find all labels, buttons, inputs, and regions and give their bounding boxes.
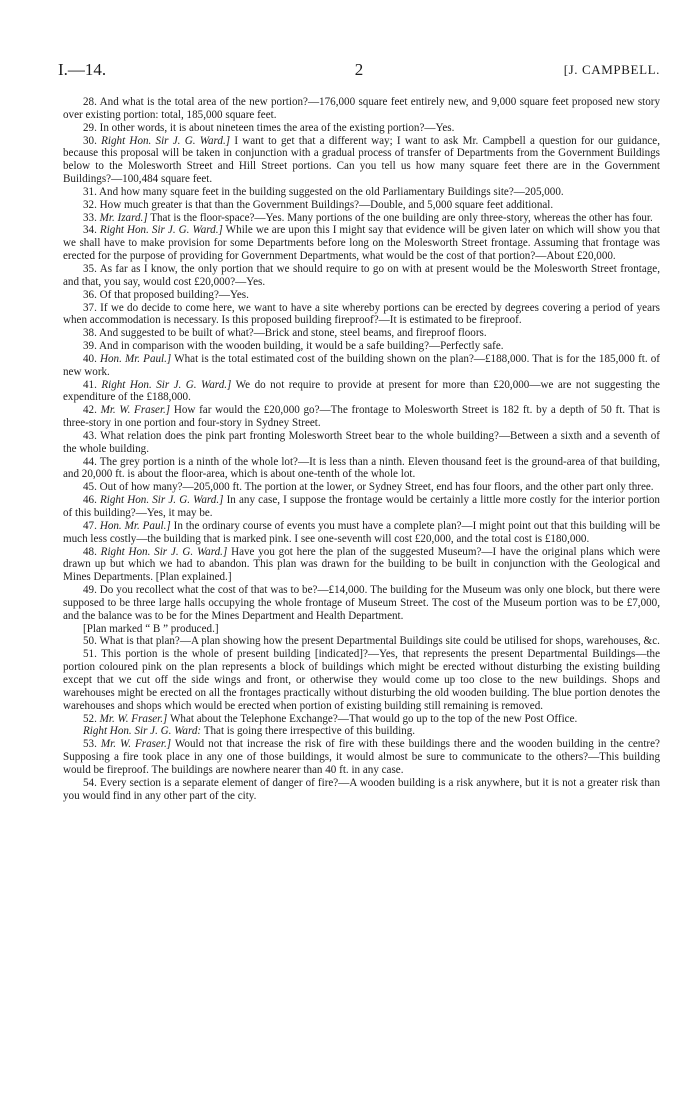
speaker-name: Mr. W. Fraser.] (100, 404, 171, 417)
evidence-paragraph (63, 302, 660, 328)
evidence-paragraph (63, 263, 660, 289)
question-number: 54. (83, 776, 97, 789)
paragraph-text: As far as I know, the only portion that we should require to go on with at present would be the Molesworth Street frontage, and that, you say, would cost £20,000?—Yes. (63, 262, 660, 288)
paragraph-text: In any case, I suppose the frontage would be certainly a little more costly for the interior portion of this building?—Yes, it may be. (63, 494, 660, 519)
paragraph-text: What about the Telephone Exchange?—That would go up to the top of the new Post Office. (169, 712, 578, 725)
question-number: 44. (83, 455, 97, 468)
paragraph-text: Out of how many?—205,000 ft. The portion at the lower, or Sydney Street, end has four floors, and the other part only three. (99, 481, 654, 494)
paragraph-text: What relation does the pink part fronting Molesworth Street bear to the whole building?—Between a sixth and a seventh of the whole building. (63, 429, 660, 455)
question-number: 34. (83, 224, 97, 237)
paragraph-text: If we do decide to come here, we want to have a site whereby portions can be erected by degrees covering a period of years when accommodation is necessary. Is this proposed building fireproof?—It is estimated to be fireproof. (63, 301, 661, 327)
paragraph-text: And suggested to be built of what?—Brick and stone, steel beams, and fireproof floors. (99, 327, 487, 340)
evidence-paragraph (63, 135, 660, 186)
evidence-paragraph (63, 340, 660, 353)
evidence-paragraph (63, 648, 660, 712)
question-number: 52. (83, 712, 97, 725)
question-number: 48. (83, 545, 97, 558)
evidence-paragraph (63, 289, 660, 302)
witness-name: [J. CAMPBELL. (563, 62, 660, 77)
evidence-paragraph (63, 713, 660, 726)
paragraph-text: We do not require to provide at present for more than £20,000—we are not suggesting the expenditure of the £188,000. (63, 378, 660, 404)
evidence-paragraph (63, 635, 660, 648)
paragraph-text: Every section is a separate element of danger of fire?—A wooden building is a risk anywhere, but it is not a greater risk than you would find in any other part of the city. (63, 776, 661, 802)
question-number: 40. (83, 352, 97, 365)
evidence-paragraph (63, 481, 660, 494)
paragraph-text: I want to get that a different way; I want to ask Mr. Campbell a question for our guidance, because this proposal will be taken in conjunction with a gradual process of transfer of Departments from the Government Buildings below to the Molesworth Street and Hill Street portions. Can you tell us how many square feet there are in the Government Buildings?—100,484 square feet. (63, 134, 661, 186)
evidence-paragraph (63, 738, 660, 777)
speaker-name: Mr. Izard.] (99, 211, 148, 224)
paragraph-text: That is the floor-space?—Yes. Many portions of the one building are only three-story, whereas the other has four. (150, 211, 653, 224)
evidence-paragraph (63, 186, 660, 199)
evidence-paragraph (63, 96, 660, 122)
paragraph-text: How far would the £20,000 go?—The frontage to Molesworth Street is 182 ft. by a depth of 50 ft. That is three-story in one portion and four-story in Sydney Street. (63, 404, 660, 430)
paragraph-text: What is that plan?—A plan showing how the present Departmental Buildings site could be utilised for shops, warehouses, &c. (99, 635, 660, 648)
evidence-paragraph (63, 212, 660, 225)
question-number: 41. (83, 378, 97, 391)
speaker-name: Mr. W. Fraser.] (100, 738, 172, 751)
paragraph-text: What is the total estimated cost of the building shown on the plan?—£188,000. That is for the 185,000 ft. of new work. (63, 352, 660, 378)
question-number: 46. (83, 494, 97, 507)
question-number: 30. (83, 134, 97, 147)
speaker-name: Hon. Mr. Paul.] (99, 519, 171, 532)
evidence-paragraph (63, 520, 660, 546)
evidence-paragraph (63, 404, 660, 430)
question-number: 38. (83, 327, 97, 340)
evidence-paragraph (63, 353, 660, 379)
question-number: 45. (83, 481, 97, 494)
paragraph-text: Have you got here the plan of the suggested Museum?—I have the original plans which were drawn up but which we had to abandon. This plan was drawn for the building to be built in conjunction with the Geological and Mines Departments. [Plan explained.] (63, 545, 660, 584)
question-number: 37. (83, 301, 97, 314)
evidence-paragraph (63, 623, 660, 636)
paragraph-text: How much greater is that than the Government Buildings?—Double, and 5,000 square feet additional. (99, 198, 554, 211)
speaker-name: Right Hon. Sir J. G. Ward.] (101, 378, 232, 391)
question-number: 50. (83, 635, 97, 648)
question-number: 53. (83, 738, 97, 751)
evidence-paragraph (63, 456, 660, 482)
speaker-name: Hon. Mr. Paul.] (99, 352, 172, 365)
speaker-name: Right Hon. Sir J. G. Ward.] (101, 134, 231, 147)
minutes-of-evidence (63, 96, 660, 802)
paragraph-text: The grey portion is a ninth of the whole lot?—It is less than a ninth. Eleven thousand feet is the ground-area of that building, and 20,000 ft. is about the floor-area, which is about one-tenth of the whole lot. (63, 455, 660, 481)
paragraph-text: And how many square feet in the building suggested on the old Parliamentary Buildings site?—205,000. (99, 185, 564, 198)
paragraph-text: Do you recollect what the cost of that was to be?—£14,000. The building for the Museum was only one block, but there were supposed to be three large halls occupying the whole frontage of Museum Street. The cost of the Museum portion was to be £7,000, and the balance was to be for the Mines Department and Health Department. (63, 584, 660, 622)
evidence-paragraph (63, 584, 660, 623)
question-number: 49. (83, 584, 97, 597)
paragraph-text: That is going there irrespective of this building. (203, 725, 416, 738)
evidence-paragraph (63, 430, 660, 456)
speaker-name: Mr. W. Fraser.] (99, 712, 168, 725)
paragraph-text: This portion is the whole of present building [indicated]?—Yes, that represents the present Departmental Buildings—the portion coloured pink on the plan represents a block of buildings which might be erected without disturbing the existing building except that we cut off the side wings and front, or otherwise they would come up too close to the new buildings. Shops and warehouses might be erected on all the frontages practically without disturbing the old wooden building. The blue portion denotes the warehouses and shops which would be erected when portion of existing building still remaining is removed. (63, 648, 660, 712)
page-header (58, 60, 660, 80)
question-number: 31. (83, 185, 97, 198)
paragraph-text: And what is the total area of the new portion?—176,000 square feet entirely new, and 9,000 square feet proposed new story over existing portion: total, 185,000 square feet. (63, 96, 661, 121)
paragraph-text: While we are upon this I might say that evidence will be given later on which will show you that we shall have to make provision for some Departments before long on the Molesworth Street frontage. Assuming that frontage was erected for the purpose of providing for Government Departments, what would be the cost of that portion?—About £20,000. (63, 224, 660, 263)
speaker-name: Right Hon. Sir J. G. Ward.] (100, 545, 228, 558)
question-number: 42. (83, 404, 97, 417)
paragraph-text: And in comparison with the wooden building, it would be a safe building?—Perfectly safe. (99, 340, 504, 353)
paragraph-text: Of that proposed building?—Yes. (99, 288, 249, 301)
question-number: 33. (83, 211, 97, 224)
evidence-paragraph (63, 725, 660, 738)
question-number: 32. (83, 198, 97, 211)
question-number: 28. (83, 96, 97, 108)
page-number: 2 (354, 60, 364, 79)
paper-reference: I.—14. (58, 60, 107, 79)
evidence-paragraph (63, 777, 660, 803)
question-number: 43. (83, 429, 97, 442)
question-number: 29. (83, 121, 97, 134)
evidence-paragraph (63, 379, 660, 405)
evidence-paragraph (63, 122, 660, 135)
evidence-paragraph (63, 327, 660, 340)
paragraph-text: [Plan marked “ B ” produced.] (83, 622, 219, 635)
evidence-paragraph (63, 199, 660, 212)
paragraph-text: Would not that increase the risk of fire with these buildings there and the wooden building in the centre? Supposing a fire took place in any one of those buildings, it would almost be sure to communicate to the others?—This building would be fireproof. The buildings are nowhere nearer than 40 ft. in any case. (63, 738, 660, 776)
evidence-paragraph (63, 546, 660, 585)
question-number: 47. (83, 519, 97, 532)
speaker-name: Right Hon. Sir J. G. Ward.] (100, 494, 224, 507)
speaker-name: Right Hon. Sir J. G. Ward: (83, 725, 202, 738)
evidence-paragraph (63, 494, 660, 520)
paragraph-text: In the ordinary course of events you must have a complete plan?—I might point out that this building will be much less costly—the building that is marked pink. I see one-seventh will cost £20,000, and the total cost is £180,000. (63, 519, 660, 545)
question-number: 39. (83, 340, 97, 353)
question-number: 35. (83, 262, 97, 275)
question-number: 36. (83, 288, 97, 301)
evidence-paragraph (63, 224, 660, 263)
question-number: 51. (83, 648, 97, 661)
paragraph-text: In other words, it is about nineteen times the area of the existing portion?—Yes. (99, 121, 455, 134)
speaker-name: Right Hon. Sir J. G. Ward.] (99, 224, 223, 237)
